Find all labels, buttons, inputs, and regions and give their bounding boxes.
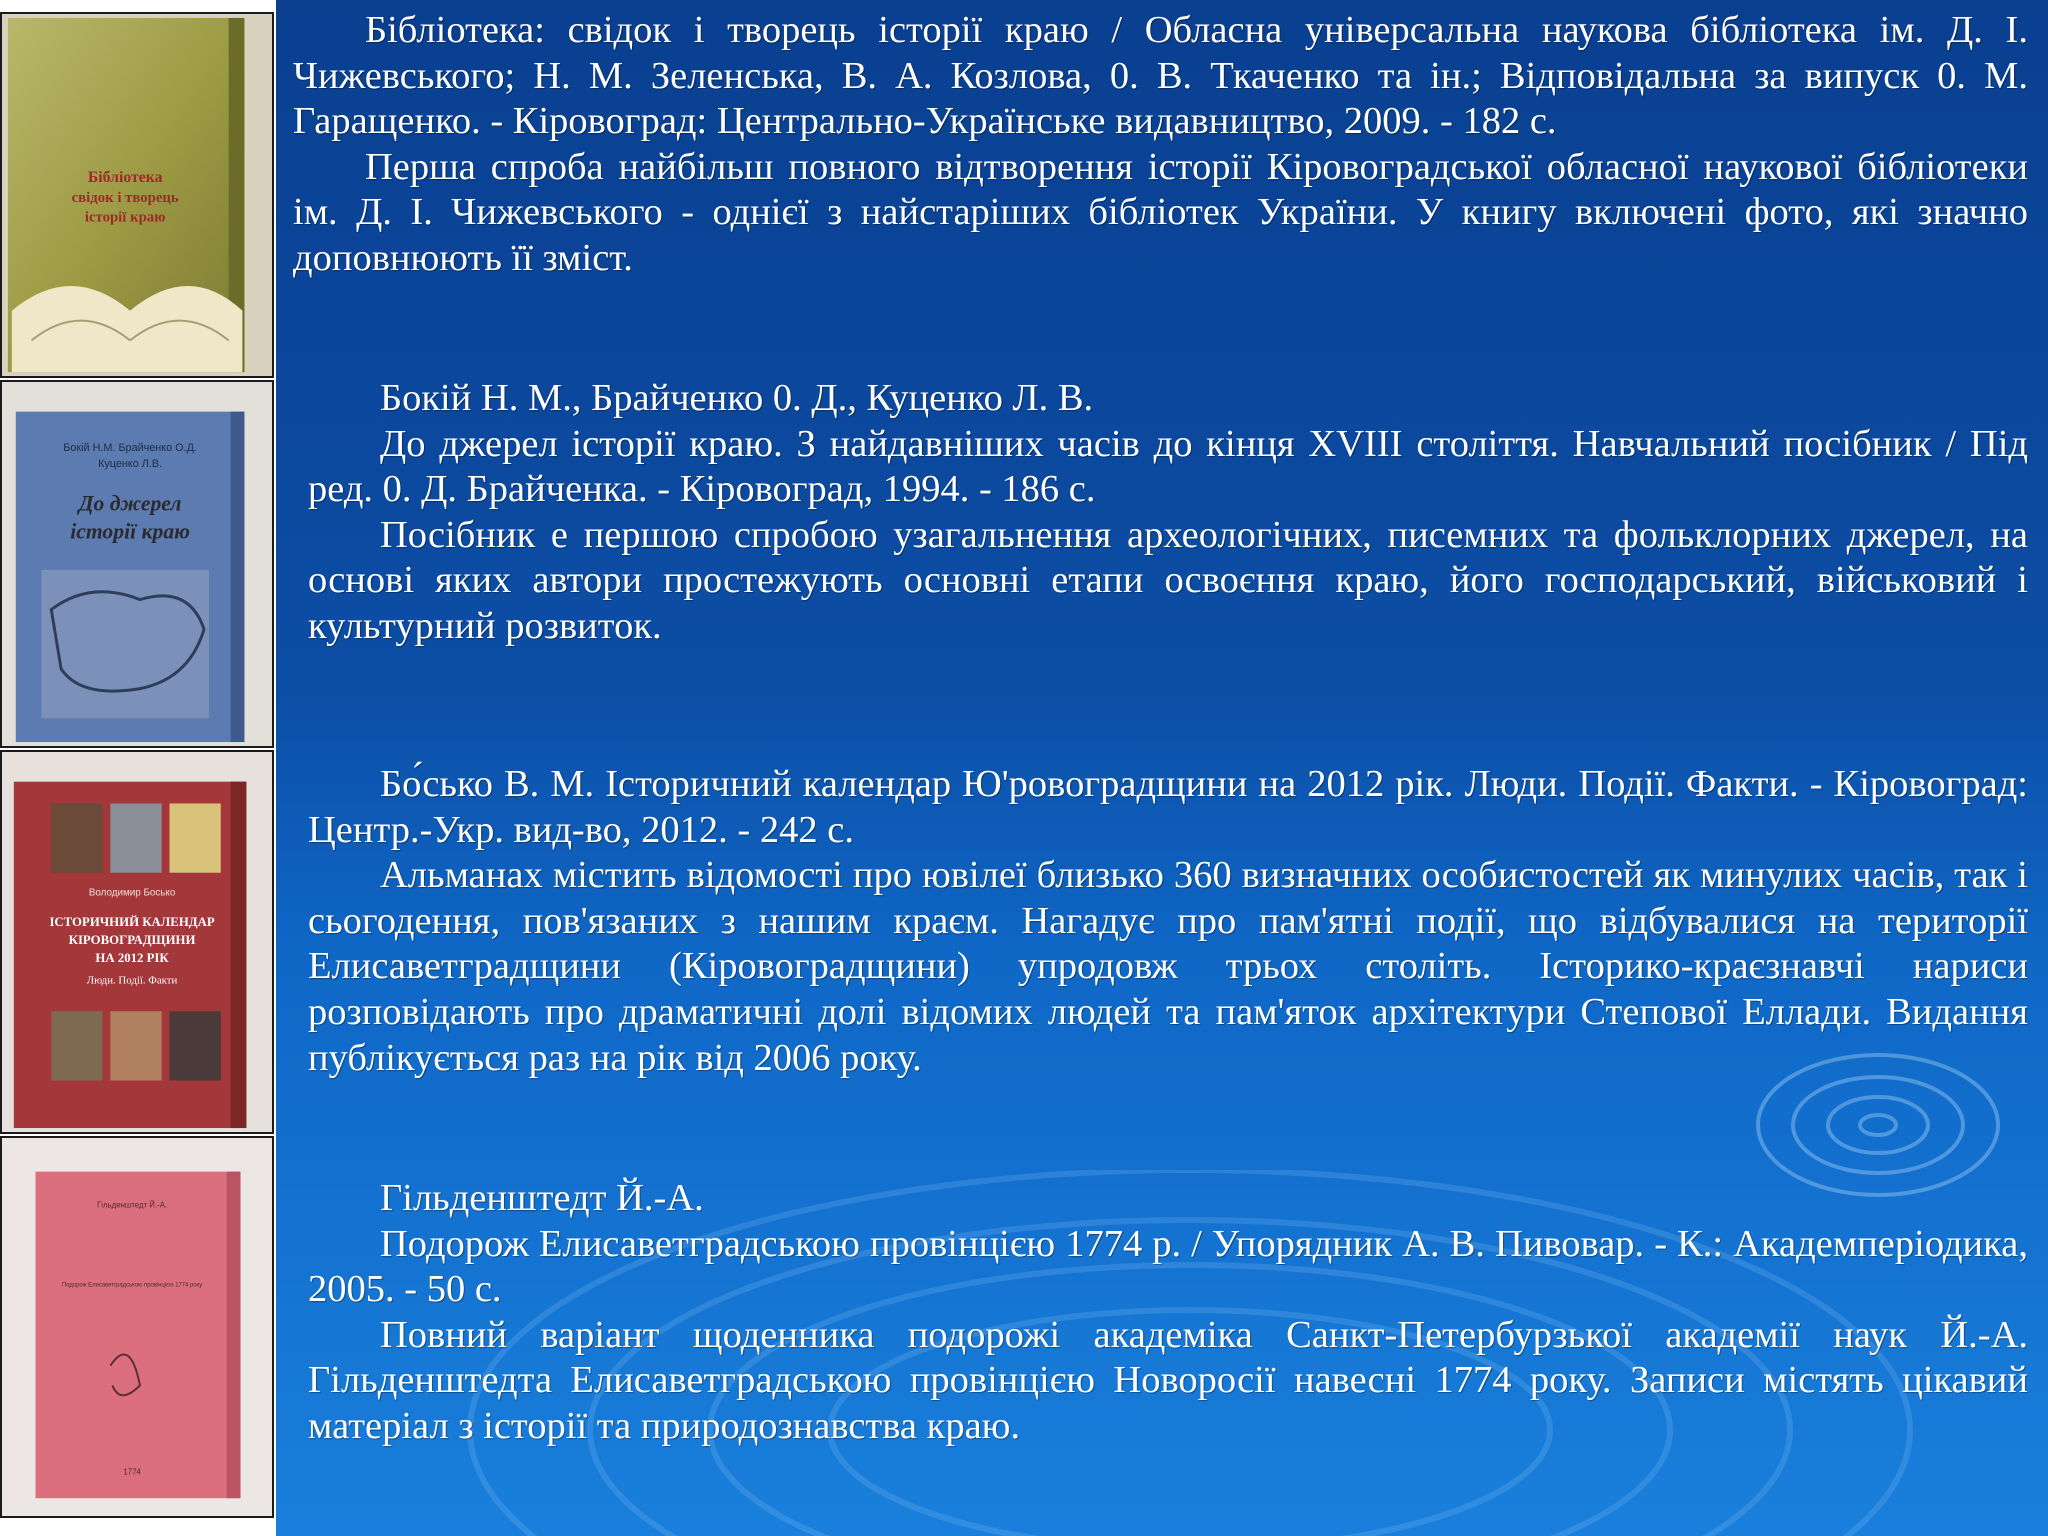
- cover-author: Гільденштедт Й.-А.: [96, 1200, 168, 1210]
- cover-author: Куценко Л.В.: [98, 458, 163, 471]
- entry-description: Повний варіант щоденника подорожі академіка Санкт-Петербурзької академії наук Й.-А. Гільденштедта Елисаветградською провінцією Новоросії навесні 1774 року. Записи містять цікавий матеріал з історії та природознавства краю.: [308, 1313, 2028, 1447]
- cover-title: історії краю: [84, 209, 166, 226]
- cover-title: ІСТОРИЧНИЙ КАЛЕНДАР: [49, 915, 215, 930]
- book-entry-journey: [308, 1176, 2028, 1450]
- cover-title: КІРОВОГРАДЩИНИ: [68, 932, 196, 947]
- entry-description: Перша спроба найбільш повного відтворення історії Кіровоградської обласної наукової бібліотеки ім. Д. І. Чижевського - однієї з найстаріших бібліотек України. У книгу включені фото, які значно доповнюють її зміст.: [293, 145, 2028, 279]
- entry-citation: Бібліотека: свідок і творець історії краю / Обласна універсальна наукова бібліотека ім. Д. І. Чижевського; Н. М. Зеленська, В. А. Козлова, 0. В. Ткаченко та ін.; Відповідальна за випуск 0. М. Гаращенко. - Кіровоград: Центрально-Українське видавництво, 2009. - 182 с.: [293, 9, 2028, 143]
- entry-citation: До джерел історії краю. З найдавніших часів до кінця XVIII століття. Навчальний посібник / Під ред. 0. Д. Брайченка. - Кіровоград, 1994. - 186 с.: [308, 422, 2028, 511]
- cover-title: НА 2012 РІК: [95, 950, 169, 965]
- book-entry-library: [293, 8, 2028, 282]
- book-cover-journey: [0, 1136, 274, 1518]
- entry-description: Альманах містить відомості про ювілеї близько 360 визначних особистостей як минулих часів, так і сьогодення, пов'язаних з нашим краєм. Нагадує про пам'ятні події, що відбувалися на території Елисаветградщини (Кіровоградщини) упродовж трьох століть. Історико-краєзнавчі нариси розповідають про драматичні долі відомих людей та пам'яток архітектури Степової Еллади. Видання публікується раз на рік від 2006 року.: [308, 854, 2028, 1079]
- cover-title: історії краю: [70, 519, 190, 544]
- book-cover-sources: [0, 380, 274, 748]
- cover-title: свідок і творець: [71, 189, 179, 206]
- cover-author: Бокій Н.М. Брайченко О.Д.: [63, 442, 197, 455]
- book-entry-sources: [308, 376, 2028, 650]
- book-entry-calendar: [308, 762, 2028, 1081]
- book-cover-library: [0, 12, 274, 378]
- cover-author: Володимир Босько: [88, 887, 176, 899]
- entry-description: Посібник е першою спробою узагальнення археологічних, писемних та фольклорних джерел, на основі яких автори простежують основні етапи освоєння краю, його господарський, військовий і культурний розвиток.: [308, 513, 2028, 647]
- book-cover-calendar: [0, 750, 274, 1134]
- entry-citation: Подорож Елисаветградською провінцією 1774 р. / Упорядник А. В. Пивовар. - К.: Академперіодика, 2005. - 50 с.: [308, 1222, 2028, 1311]
- cover-title: До джерел: [78, 491, 182, 516]
- entry-citation: Бо́сько В. М. Історичний календар Ю'ровоградщини на 2012 рік. Люди. Події. Факти. - Кіровоград: Центр.-Укр. вид-во, 2012. - 242 с.: [308, 763, 2028, 851]
- cover-year: 1774: [123, 1467, 141, 1477]
- cover-title: Бібліотека: [87, 169, 163, 187]
- entry-authors: Гільденштедт Й.-А.: [380, 1177, 704, 1219]
- cover-title: Подорож Елисаветградською провінцією 1774 року: [62, 1282, 203, 1289]
- entry-authors: Бокій Н. М., Брайченко 0. Д., Куценко Л. В.: [380, 377, 1094, 419]
- cover-subtitle: Люди. Події. Факти: [86, 974, 178, 987]
